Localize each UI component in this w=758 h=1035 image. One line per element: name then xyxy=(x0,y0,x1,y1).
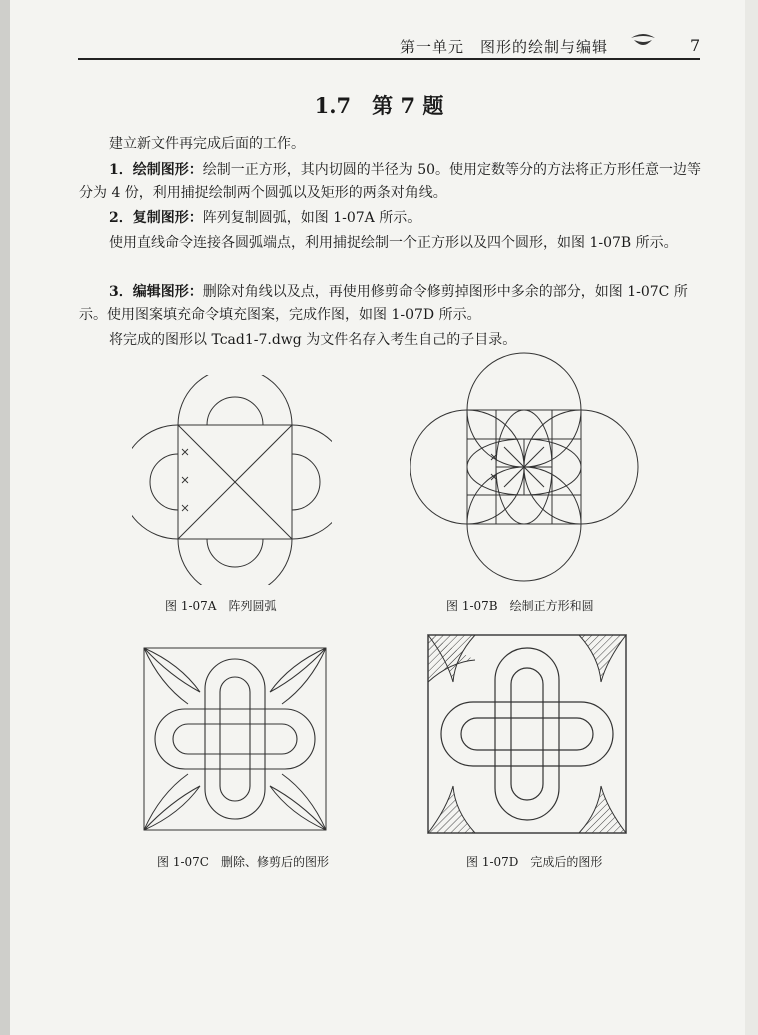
fig-a-arc-left-inner xyxy=(150,454,178,510)
fig-a-arc-left-outer xyxy=(132,425,178,539)
fig-c-corner-petals xyxy=(144,648,326,830)
figure-1-07a xyxy=(132,375,332,585)
fig-a-arc-bottom-inner xyxy=(207,539,263,567)
page-left-edge xyxy=(0,0,10,1035)
figure-1-07b xyxy=(410,352,640,587)
step2b-text: 使用直线命令连接各圆弧端点，利用捕捉绘制一个正方形以及四个圆形，如图 1-07B 所示。 xyxy=(109,235,678,251)
step1-paragraph xyxy=(79,159,701,205)
fig-d-hatched-corners xyxy=(428,635,626,833)
fig-a-divide-points xyxy=(182,449,188,511)
figure-c-caption: 图 1-07C 删除、修剪后的图形 xyxy=(157,855,329,869)
section-heading: 1.7 第 7 题 xyxy=(314,93,444,118)
step3-text: 删除对角线以及点，再使用修剪命令修剪掉图形中多余的部分，如图 1-07C 所示。使用图案填充命令填充图案，完成作图，如图 1-07D 所示。 xyxy=(79,284,688,323)
step3-label: 3．编辑图形： xyxy=(109,284,203,300)
fig-a-arc-top-outer xyxy=(178,375,292,425)
figure-1-07d xyxy=(425,632,629,836)
fig-c-interlaced-knot xyxy=(155,659,315,819)
fig-d-interlaced-knot xyxy=(441,648,613,820)
intro-text: 建立新文件再完成后面的工作。 xyxy=(109,136,305,152)
step3-paragraph xyxy=(79,281,701,327)
step4-text: 将完成的图形以 Tcad1-7.dwg 为文件名存入考生自己的子目录。 xyxy=(109,332,517,348)
publisher-logo-icon xyxy=(630,32,656,48)
step2b-paragraph xyxy=(79,232,701,255)
figure-d-caption: 图 1-07D 完成后的图形 xyxy=(466,855,603,869)
intro-paragraph xyxy=(79,133,701,156)
figure-a-caption: 图 1-07A 阵列圆弧 xyxy=(165,599,277,613)
step1-text: 绘制一正方形，其内切圆的半径为 50。使用定数等分的方法将正方形任意一边等分为 4 份，利用捕捉绘制两个圆弧以及矩形的两条对角线。 xyxy=(79,162,702,201)
step4-paragraph xyxy=(79,329,701,352)
fig-a-arc-top-inner xyxy=(207,397,263,425)
figure-b-caption: 图 1-07B 绘制正方形和圆 xyxy=(446,599,594,613)
step2-paragraph xyxy=(79,207,701,230)
step2-text: 阵列复制圆弧，如图 1-07A 所示。 xyxy=(202,210,422,226)
running-header-title: 第一单元 图形的绘制与编辑 xyxy=(400,38,609,56)
page-number: 7 xyxy=(690,36,701,55)
fig-c-outer-square xyxy=(144,648,326,830)
step2-label: 2．复制图形： xyxy=(109,210,203,226)
figure-1-07c xyxy=(140,644,330,834)
step1-label: 1．绘制图形： xyxy=(109,162,203,178)
fig-a-arc-right-outer xyxy=(292,425,332,539)
header-rule xyxy=(78,58,700,60)
fig-a-arc-bottom-outer xyxy=(178,539,292,585)
fig-d-outer-square xyxy=(428,635,626,833)
fig-a-arc-right-inner xyxy=(292,454,320,510)
